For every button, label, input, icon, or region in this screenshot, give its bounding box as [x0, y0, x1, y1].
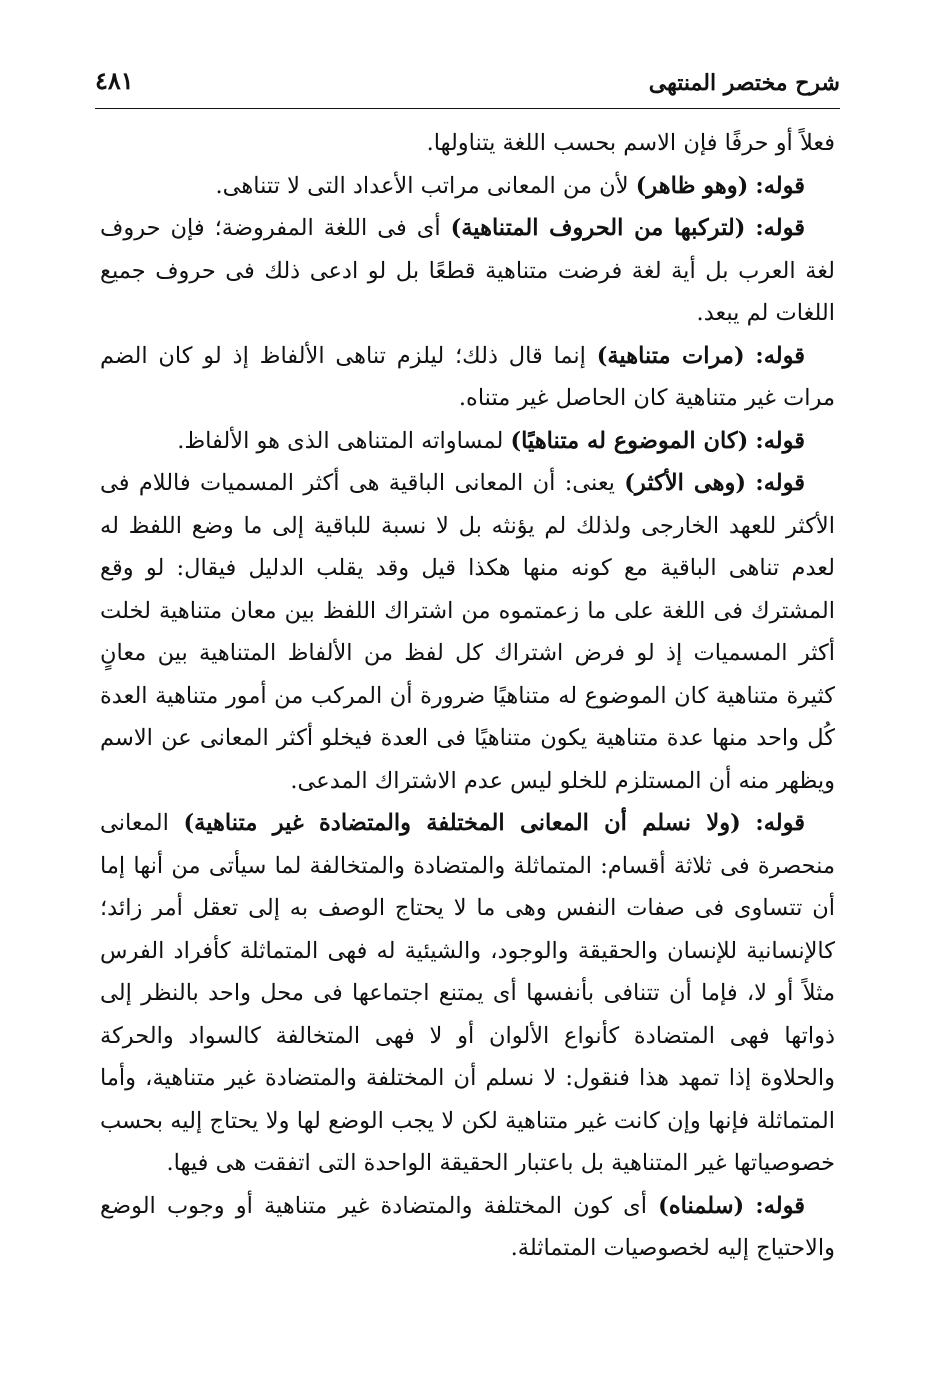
lemma-label: قوله:	[755, 342, 806, 369]
paragraph-commentary	[100, 462, 835, 802]
paragraph-continuation	[100, 122, 835, 165]
lemma-label: قوله:	[755, 470, 805, 496]
lemma-label: قوله:	[755, 1192, 805, 1219]
paragraph-text: لأن من المعانى مراتب الأعداد التى لا تتناهى.	[215, 172, 629, 199]
paragraph-commentary	[100, 207, 835, 335]
page-number: ٤٨١	[95, 66, 134, 95]
paragraph-commentary	[100, 802, 835, 1185]
lemma-quote: (كان الموضوع له متناهيًا)	[510, 427, 749, 454]
paragraph-commentary	[100, 165, 835, 208]
paragraph-commentary	[100, 420, 835, 463]
header-rule	[95, 108, 840, 109]
paragraph-text: أى فى اللغة المفروضة؛ فإن حروف لغة العرب بل أية لغة فرضت متناهية قطعًا بل لو ادعى ذلك فى حروف جميع اللغات لم يبعد.	[100, 215, 835, 326]
running-header	[95, 60, 840, 100]
lemma-label: قوله:	[755, 172, 805, 199]
paragraph-text: إنما قال ذلك؛ ليلزم تناهى الألفاظ إذ لو كان الضم مرات غير متناهية كان الحاصل غير متناه.	[100, 342, 835, 411]
paragraph-text: المعانى منحصرة فى ثلاثة أقسام: المتماثلة والمتضادة والمتخالفة لما سيأتى من أنها إما أن تتساوى فى صفات النفس وهى ما لا يحتاج الوصف به إلى تعقل أمر زائد؛ كالإنسانية للإنسان والحقيقة والوجود، والشيئية له فهى المتماثلة كأفراد الفرس مثلاً أو لا، فإما أن تتنافى بأنفسها أى يمتنع اجتماعها فى محل واحد بالنظر إلى ذواتها فهى المتضادة كأنواع الألوان أو لا فهى المتخالفة كالسواد والحركة والحلاوة إذا تمهد هذا فنقول: لا نسلم أن المختلفة والمتضادة غير متناهية، وأما المتماثلة فإنها وإن كانت غير متناهية لكن لا يجب الوضع لها ولا يحتاج إليه بحسب خصوصياتها غير المتناهية بل باعتبار الحقيقة الواحدة التى اتفقت هى فيها.	[100, 810, 835, 1176]
lemma-label: قوله:	[755, 215, 805, 241]
paragraph-text: أى كون المختلفة والمتضادة غير متناهية أو وجوب الوضع والاحتياج إليه لخصوصيات المتماثلة.	[100, 1192, 835, 1261]
paragraph-text: يعنى: أن المعانى الباقية هى أكثر المسميات فاللام فى الأكثر للعهد الخارجى ولذلك لم يؤنثه بل لا نسبة للباقية إلى ما وضع اللفظ له لعدم تناهى الباقية مع كونه منها هكذا قيل وقد يقلب الدليل فيقال: لو وقع المشترك فى اللغة على ما زعمتموه من اشتراك اللفظ بين معان متناهية لخلت أكثر المسميات إذ لو فرض اشتراك كل لفظ من الألفاظ المتناهية بين معانٍ كثيرة متناهية كان الموضوع له متناهيًا ضرورة أن المركب من أمور متناهية العدة كُل واحد منها عدة متناهية يكون متناهيًا فى العدة فيخلو أكثر المعانى عن الاسم ويظهر منه أن المستلزم للخلو ليس عدم الاشتراك المدعى.	[100, 470, 835, 794]
paragraph-text: لمساواته المتناهى الذى هو الألفاظ.	[177, 427, 504, 454]
lemma-quote: (وهى الأكثر)	[624, 470, 747, 496]
paragraph-text: فعلاً أو حرفًا فإن الاسم بحسب اللغة يتناولها.	[426, 130, 835, 156]
lemma-label: قوله:	[755, 810, 806, 836]
lemma-quote: (ولا نسلم أن المعانى المختلفة والمتضادة غير متناهية)	[183, 810, 741, 836]
commentary-body	[100, 122, 835, 1270]
lemma-quote: (لتركبها من الحروف المتناهية)	[450, 215, 746, 241]
lemma-quote: (سلمناه)	[658, 1192, 745, 1219]
paragraph-commentary	[100, 335, 835, 420]
lemma-quote: (مرات متناهية)	[596, 342, 745, 369]
running-title: شرح مختصر المنتهى	[648, 70, 840, 96]
paragraph-commentary	[100, 1185, 835, 1270]
lemma-quote: (وهو ظاهر)	[635, 172, 749, 199]
lemma-label: قوله:	[755, 427, 805, 454]
